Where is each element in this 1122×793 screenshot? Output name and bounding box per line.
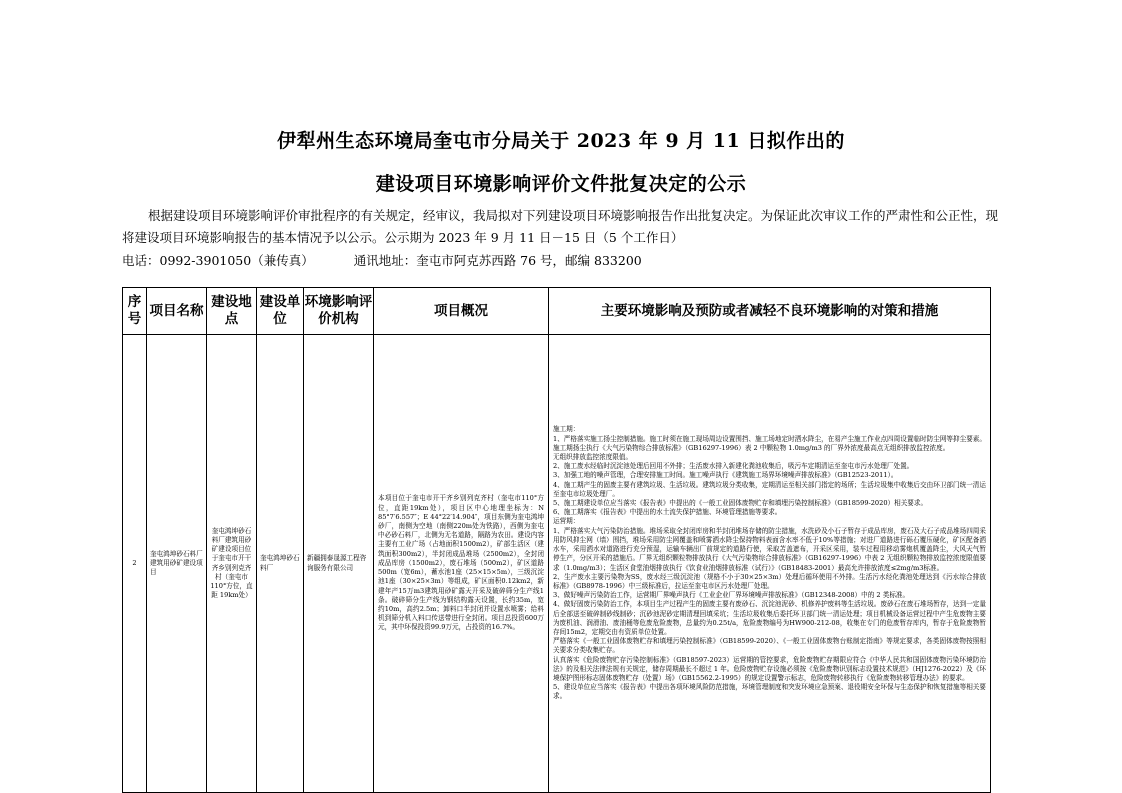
measure-item: 5、施工期建设单位应当落实《报告表》中提出的《一般工业固体废物贮存和填埋污染控制标准》（GB18599-2020）相关要求。 [553,499,928,508]
header-unit: 建设单位 [257,288,304,335]
measure-item: 6、施工期落实《报告表》中提出的水土流失保护措施、环境管理措施等要求。 [553,508,782,517]
header-agency: 环境影响评价机构 [304,288,374,335]
measure-item: 施工期： [553,425,580,434]
document-title-line2: 建设项目环境影响评价文件批复决定的公示 [375,173,747,195]
cell-measures [549,335,991,793]
measure-item: 1、严格落实大气污染防治措施。堆场采取全封闭库房和半封闭堆场存储的防尘措施，水洗砂及小石子暂存于成品库房，废石及大石子成品堆场四周采用防风抑尘网（墙）围挡，堆场采用防尘网覆盖和喷雾洒水降尘保持物料表面含水率不低于10%等措施；对进厂道路进行砾石覆压硬化，矿区配备洒水车，采用洒水对道路进行充分预湿，运输车辆出厂前规定的道路行使，采取苫盖遮布，开采区采用，装车过程用移动雾炮机覆盖降尘，大风天气暂停生产，分区开采的措施后。厂界无组织颗粒物排放执行《大气污染物综合排放标准》（GB16297-1996）中表 2 无组织颗粒物排放监控浓度限值要求（1.0mg/m3）；生活区食堂油烟排放执行《饮食业油烟排放标准（试行）》（GB18483-2001）最高允许排放浓度≤2mg/m3标准。 [553,526,986,572]
cell-overview: 本项目位于奎屯市开干齐乡别列克齐村（奎屯市110°方位，直距19km处），项目区中心地理坐标为：N 85°7′6.557″；E 44°22′14.904″，项目东侧为奎屯鸿坤砂厂，南侧为空地（南侧220m处为铁路），西侧为奎屯中必砂石料厂，北侧为无名道路，隔路为农田。建设内容主要有工业广场（占地面积1500m2），矿部生活区（建筑面积300m2），半封闭成品堆场（2500m2），全封闭成品库房（1500m2），废石堆场（500m2），矿区道路500m（宽6m），蓄水池1座（25×15×5m），三级沉淀池1座（30×25×3m）等组成，矿区面积0.12km2，新建年产15万m3建筑用砂矿露天开采及破碎筛分生产线1条。破碎筛分生产线为钢结构露天设置，长约35m，宽约10m，高约2.5m；卸料口半封闭并设置水喷雾；给料机到筛分机入料口传送带进行全封闭。项目总投资600万元，其中环保投资99.9万元，占投资的16.7%。 [374,335,549,793]
header-measures: 主要环境影响及预防或者减轻不良环境影响的对策和措施 [549,288,991,335]
measure-item: 无组织排放监控浓度限值。 [553,453,633,462]
cell-name: 奎屯鸿坤砂石料厂建筑用砂矿建设项目 [147,335,207,793]
cell-agency: 新疆拥泰晟源工程咨询服务有限公司 [304,335,374,793]
header-overview: 项目概况 [374,288,549,335]
intro-paragraph [122,205,1002,249]
project-table [122,287,991,793]
measure-item: 5、建设单位应当落实《报告表》中提出各项环境风险防范措施，环境管理制度和突发环境应急预案、退役期安全环保与生态保护和恢复措施等相关要求。 [553,683,986,701]
address-text: 通讯地址：奎屯市阿克苏西路 76 号，邮编 833200 [353,253,642,268]
document-title-line1: 伊犁州生态环境局奎屯市分局关于 2023 年 9 月 11 日拟作出的 [277,130,845,152]
contact-line [122,251,678,269]
measure-item: 2、施工废水经临时沉淀池处理后回用不外排；生活废水排入新建化粪池收集后，吸污车定期清运至奎屯市污水处理厂处置。 [553,462,914,471]
measure-item: 1、严格落实施工扬尘控制措施。施工时须在施工现场周边设置围挡、施工场地定时洒水降尘，在易产尘施工作业点四周设置临时防尘网等抑尘要素。施工期扬尘执行《大气污染物综合排放标准》（GB16297-1996）表 2 中颗粒物 1.0mg/m3 的厂界外浓度最高点无组织排放监控浓度。 [553,434,986,452]
cell-no: 2 [123,335,147,793]
measure-item: 3、做好噪声污染防治工作，运营期厂界噪声执行《工业企业厂界环境噪声排放标准》（GB12348-2008）中的 2 类标准。 [553,591,910,600]
measure-item: 严格落实《一般工业固体废物贮存和填埋污染控制标准》（GB18599-2020）、《一般工业固体废物台账制定指南》等规定要求，各类固体废物按照相关要求分类收集贮存。 [553,637,986,655]
header-name: 项目名称 [147,288,207,335]
measure-item: 3、加强工地的噪声管理，合理安排施工时间。施工噪声执行《建筑施工场界环境噪声排放标准》（GB12523-2011）。 [553,471,898,480]
phone-text: 电话：0992-3901050（兼传真） [122,253,314,268]
cell-location: 奎屯鸿坤砂石料厂建筑用砂矿建设项目位于奎屯市开干齐乡别列克齐村（奎屯市110°方位，直距 19km处） [207,335,257,793]
measure-item: 2、生产废水主要污染物为SS，废水经三级沉淀池（规格不小于30×25×3m）处理后循环使用不外排。生活污水经化粪池处理达到《污水综合排放标准》（GB8978-1996）中三级标准后，拉运至奎屯市区污水处理厂处理。 [553,572,986,590]
measure-item: 4、做好固废污染防治工作，本项目生产过程产生的固废主要有废砂石、沉淀池泥砂、机修养护废料等生活垃圾。废砂石在废石堆场暂存，达到一定量后全部送至破碎制砂线制砂；沉砂池泥砂定期清理回填采坑；生活垃圾收集后委托环卫部门统一清运处理；项目机械设备运营过程中产生危废物主要为废机油、润滑油、废油桶等危废危险废物，总量约为0.25t/a，危险废物编号为HW900-212-08，收集在专门的危废暂存库内，暂存于危险废物暂存间15m2，定期交由有资质单位处置。 [553,600,986,636]
measure-item: 认真落实《危险废物贮存污染控制标准》（GB18597-2023）运营期的管控要求，危险废物贮存期限应符合《中华人民共和国固体废物污染环境防治法》的及相关法律法规有关规定，储存周期最长不超过 1 年。危险废物贮存设施必须按《危险废物识别标志设置技术规范》（HJ1276-2022）及《环境保护图形标志固体废物贮存（处置）场》（GB15562.2-1995）的规定设置警示标志，危险废物转移执行《危险废物转移管理办法》的要求。 [553,655,986,682]
table-row [123,335,991,793]
header-no: 序号 [123,288,147,335]
measure-item: 4、施工期产生的固废主要有建筑垃圾、生活垃圾。建筑垃圾分类收集，定期清运至相关部门指定的场所；生活垃圾集中收集后交由环卫部门统一清运至奎屯市垃圾处理厂。 [553,480,986,498]
intro-text: 根据建设项目环境影响评价审批程序的有关规定，经审议，我局拟对下列建设项目环境影响报告作出批复决定。为保证此次审议工作的严肃性和公正性，现将建设项目环境影响报告的基本情况予以公示。公示期为 2023 年 9 月 11 日－15 日（5 个工作日） [122,208,999,245]
cell-unit: 奎屯鸿坤砂石料厂 [257,335,304,793]
header-location: 建设地点 [207,288,257,335]
table-header-row [123,288,991,335]
measure-item: 运营期： [553,517,580,526]
